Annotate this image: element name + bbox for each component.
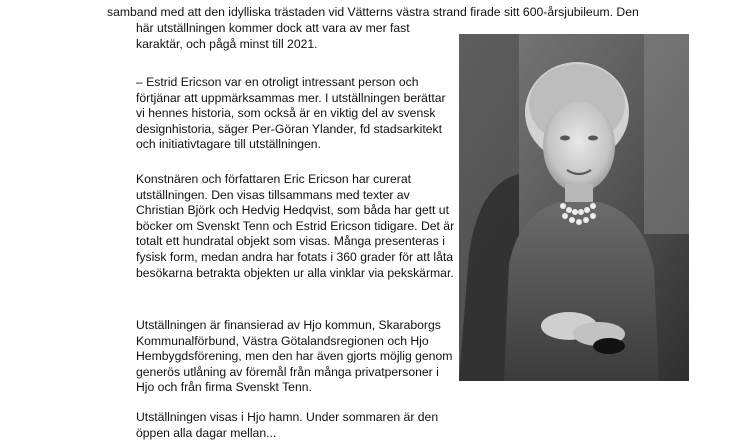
paragraph-text: Konstnären och författaren Eric Ericson har curerat utställningen. Den visas tillsammans med texter av Christian Björk och Hedvig Hedqvist, som båda har gett ut böcker om Svenskt Tenn och Estrid Ericson tidigare. Det är totalt ett hundratal objekt som visas. Många presenteras i fysisk form, medan andra har fotats i 360 grader för att låta besökarna betrakta objekten ur alla vinklar via pekskärmar. <box>136 172 455 280</box>
article-top-line: samband med att den idylliska trästaden vid Vätterns västra strand firade sitt 600-årsjubileum. Den <box>107 5 639 19</box>
paragraph-text: Utställningen visas i Hjo hamn. Under sommaren är den öppen alla dagar mellan... <box>136 410 439 440</box>
article-paragraph <box>136 172 456 281</box>
article-paragraph <box>136 75 456 153</box>
article-paragraph <box>136 21 456 52</box>
paragraph-text: – Estrid Ericson var en otroligt intressant person och förtjänar att uppmärksammas mer. I utställningen berättar vi hennes historia, som också är en viktig del av svensk designhistoria, säger Per-Göran Ylander, fd stadsarkitekt och initiativtagare till utställningen. <box>136 75 446 152</box>
paragraph-text: Utställningen är finansierad av Hjo kommun, Skaraborgs Kommunalförbund, Västra Götalandsregionen och Hjo Hembygdsförening, men den har även gjorts möjlig genom generös utlåning av föremål från många privatpersoner i Hjo och från firma Svenskt Tenn. <box>136 318 453 395</box>
article-paragraph <box>136 410 456 441</box>
portrait-photo <box>459 34 689 381</box>
paragraph-text: här utställningen kommer dock att vara av mer fast karaktär, och pågå minst till 2021. <box>136 21 410 51</box>
article-paragraph <box>136 318 456 396</box>
